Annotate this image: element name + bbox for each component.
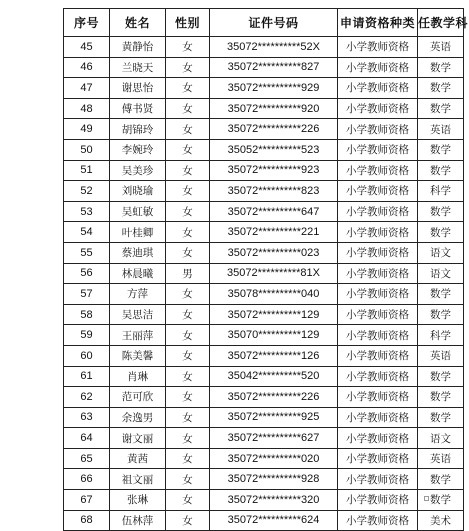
cell-subject: 数学: [418, 78, 464, 99]
table-row: [64, 345, 464, 366]
cell-gender: 女: [166, 284, 210, 305]
cell-seq: 51: [64, 160, 110, 181]
cell-gender: 女: [166, 490, 210, 511]
cell-subject: 数学: [418, 366, 464, 387]
cell-seq: 45: [64, 37, 110, 58]
cell-id-number: 35072**********929: [210, 78, 338, 99]
cell-name: 方萍: [110, 284, 166, 305]
table-row: [64, 284, 464, 305]
cell-id-number: 35072**********647: [210, 201, 338, 222]
cell-name: 祖文丽: [110, 469, 166, 490]
header-seq: 序号: [64, 9, 110, 37]
cell-subject: 英语: [418, 448, 464, 469]
cell-id-number: 35072**********81X: [210, 263, 338, 284]
cell-subject: 数学: [418, 490, 464, 511]
cell-subject: 英语: [418, 345, 464, 366]
cell-id-number: 35072**********925: [210, 407, 338, 428]
cell-gender: 女: [166, 98, 210, 119]
cell-subject: 数学: [418, 57, 464, 78]
header-id-number: 证件号码: [210, 9, 338, 37]
cell-gender: 女: [166, 387, 210, 408]
table-row: [64, 78, 464, 99]
cell-qualification: 小学教师资格: [338, 263, 418, 284]
cell-gender: 女: [166, 325, 210, 346]
cell-name: 陈美馨: [110, 345, 166, 366]
cell-seq: 48: [64, 98, 110, 119]
cell-gender: 女: [166, 160, 210, 181]
table-row: [64, 325, 464, 346]
cell-gender: 女: [166, 201, 210, 222]
cell-id-number: 35078**********040: [210, 284, 338, 305]
cell-subject: 数学: [418, 407, 464, 428]
table-row: [64, 407, 464, 428]
cell-seq: 60: [64, 345, 110, 366]
cell-name: 吴思洁: [110, 304, 166, 325]
cell-gender: 女: [166, 428, 210, 449]
cell-gender: 女: [166, 119, 210, 140]
cell-qualification: 小学教师资格: [338, 57, 418, 78]
cell-id-number: 35072**********823: [210, 181, 338, 202]
cell-name: 伍林萍: [110, 510, 166, 531]
cell-subject: 数学: [418, 98, 464, 119]
cell-gender: 女: [166, 407, 210, 428]
cell-subject: 科学: [418, 325, 464, 346]
cell-gender: 女: [166, 510, 210, 531]
table-row: [64, 428, 464, 449]
cell-gender: 女: [166, 181, 210, 202]
cell-seq: 59: [64, 325, 110, 346]
cell-name: 谢思怡: [110, 78, 166, 99]
table-row: [64, 222, 464, 243]
cell-seq: 49: [64, 119, 110, 140]
cell-subject: 语文: [418, 263, 464, 284]
cell-qualification: 小学教师资格: [338, 345, 418, 366]
cell-id-number: 35072**********126: [210, 345, 338, 366]
cell-qualification: 小学教师资格: [338, 325, 418, 346]
cell-seq: 47: [64, 78, 110, 99]
cell-gender: 女: [166, 242, 210, 263]
table-row: [64, 242, 464, 263]
cell-gender: 女: [166, 222, 210, 243]
table-row: [64, 510, 464, 531]
header-subject: 任教学科: [418, 9, 464, 37]
cell-seq: 56: [64, 263, 110, 284]
cell-id-number: 35072**********020: [210, 448, 338, 469]
cell-id-number: 35042**********520: [210, 366, 338, 387]
cell-gender: 女: [166, 366, 210, 387]
table-row: [64, 387, 464, 408]
cell-gender: 女: [166, 448, 210, 469]
cell-subject: 英语: [418, 37, 464, 58]
cell-subject: 数学: [418, 284, 464, 305]
cell-subject: 语文: [418, 428, 464, 449]
cell-seq: 58: [64, 304, 110, 325]
cell-id-number: 35072**********320: [210, 490, 338, 511]
cell-gender: 女: [166, 57, 210, 78]
cell-id-number: 35072**********129: [210, 304, 338, 325]
table-row: [64, 37, 464, 58]
header-row: [64, 9, 464, 37]
cell-subject: 数学: [418, 160, 464, 181]
cell-id-number: 35072**********627: [210, 428, 338, 449]
cell-id-number: 35070**********129: [210, 325, 338, 346]
roster-sheet: [63, 8, 469, 531]
cell-seq: 57: [64, 284, 110, 305]
cell-id-number: 35072**********827: [210, 57, 338, 78]
cell-subject: 语文: [418, 242, 464, 263]
table-row: [64, 263, 464, 284]
cell-name: 张琳: [110, 490, 166, 511]
cell-qualification: 小学教师资格: [338, 139, 418, 160]
cell-seq: 54: [64, 222, 110, 243]
cell-qualification: 小学教师资格: [338, 304, 418, 325]
cell-gender: 女: [166, 37, 210, 58]
cell-seq: 63: [64, 407, 110, 428]
table-row: [64, 57, 464, 78]
cell-qualification: 小学教师资格: [338, 78, 418, 99]
table-row: [64, 366, 464, 387]
cell-seq: 68: [64, 510, 110, 531]
cell-name: 吴虹敏: [110, 201, 166, 222]
table-row: [64, 304, 464, 325]
cell-name: 胡锦玲: [110, 119, 166, 140]
header-gender: 性别: [166, 9, 210, 37]
cell-qualification: 小学教师资格: [338, 407, 418, 428]
cell-name: 黄静怡: [110, 37, 166, 58]
cell-id-number: 35072**********52X: [210, 37, 338, 58]
table-row: [64, 181, 464, 202]
cell-gender: 女: [166, 78, 210, 99]
cell-seq: 66: [64, 469, 110, 490]
table-row: [64, 139, 464, 160]
cell-qualification: 小学教师资格: [338, 222, 418, 243]
cell-qualification: 小学教师资格: [338, 490, 418, 511]
cell-qualification: 小学教师资格: [338, 510, 418, 531]
cell-qualification: 小学教师资格: [338, 448, 418, 469]
cell-subject: 数学: [418, 222, 464, 243]
cell-seq: 53: [64, 201, 110, 222]
cell-qualification: 小学教师资格: [338, 160, 418, 181]
cell-qualification: 小学教师资格: [338, 201, 418, 222]
table-row: [64, 160, 464, 181]
cell-subject: 数学: [418, 304, 464, 325]
cell-name: 刘晓瑜: [110, 181, 166, 202]
cell-name: 傅书贤: [110, 98, 166, 119]
cell-qualification: 小学教师资格: [338, 119, 418, 140]
cell-seq: 64: [64, 428, 110, 449]
table-row: [64, 490, 464, 511]
cell-name: 蔡迪琪: [110, 242, 166, 263]
cell-seq: 62: [64, 387, 110, 408]
cell-id-number: 35072**********624: [210, 510, 338, 531]
table-row: [64, 201, 464, 222]
cell-gender: 女: [166, 345, 210, 366]
cell-qualification: 小学教师资格: [338, 242, 418, 263]
cell-seq: 46: [64, 57, 110, 78]
cell-name: 林晨曦: [110, 263, 166, 284]
cell-subject: 美术: [418, 510, 464, 531]
cell-name: 叶桂卿: [110, 222, 166, 243]
cell-gender: 女: [166, 139, 210, 160]
cell-subject: 数学: [418, 387, 464, 408]
cell-qualification: 小学教师资格: [338, 366, 418, 387]
cell-qualification: 小学教师资格: [338, 284, 418, 305]
header-qualification: 申请资格种类: [338, 9, 418, 37]
cell-id-number: 35072**********226: [210, 119, 338, 140]
cell-name: 兰晓天: [110, 57, 166, 78]
cell-name: 谢文丽: [110, 428, 166, 449]
table-row: [64, 469, 464, 490]
cell-name: 黄茜: [110, 448, 166, 469]
cell-name: 范可欣: [110, 387, 166, 408]
table-header: [64, 9, 469, 37]
table-row: [64, 119, 464, 140]
cell-name: 吴美珍: [110, 160, 166, 181]
cell-seq: 61: [64, 366, 110, 387]
cell-qualification: 小学教师资格: [338, 181, 418, 202]
cell-id-number: 35072**********226: [210, 387, 338, 408]
cell-gender: 男: [166, 263, 210, 284]
cell-id-number: 35072**********920: [210, 98, 338, 119]
cell-subject: 数学: [418, 201, 464, 222]
cell-qualification: 小学教师资格: [338, 37, 418, 58]
cell-name: 李婉玲: [110, 139, 166, 160]
cell-qualification: 小学教师资格: [338, 469, 418, 490]
cell-qualification: 小学教师资格: [338, 387, 418, 408]
table-row: [64, 98, 464, 119]
cell-seq: 67: [64, 490, 110, 511]
cell-seq: 65: [64, 448, 110, 469]
cell-seq: 52: [64, 181, 110, 202]
cell-name: 王丽萍: [110, 325, 166, 346]
cell-id-number: 35072**********928: [210, 469, 338, 490]
cell-subject: 科学: [418, 181, 464, 202]
cell-qualification: 小学教师资格: [338, 428, 418, 449]
table-row: [64, 448, 464, 469]
cell-name: 肖琳: [110, 366, 166, 387]
cell-gender: 女: [166, 304, 210, 325]
header-name: 姓名: [110, 9, 166, 37]
corner-mark: [424, 496, 429, 501]
cell-qualification: 小学教师资格: [338, 98, 418, 119]
cell-id-number: 35052**********523: [210, 139, 338, 160]
cell-subject: 数学: [418, 139, 464, 160]
table-body: [64, 37, 464, 531]
cell-seq: 55: [64, 242, 110, 263]
roster-table: [63, 8, 469, 531]
cell-subject: 数学: [418, 469, 464, 490]
cell-name: 余逸男: [110, 407, 166, 428]
cell-id-number: 35072**********923: [210, 160, 338, 181]
cell-seq: 50: [64, 139, 110, 160]
cell-id-number: 35072**********023: [210, 242, 338, 263]
cell-subject: 英语: [418, 119, 464, 140]
cell-id-number: 35072**********221: [210, 222, 338, 243]
cell-gender: 女: [166, 469, 210, 490]
